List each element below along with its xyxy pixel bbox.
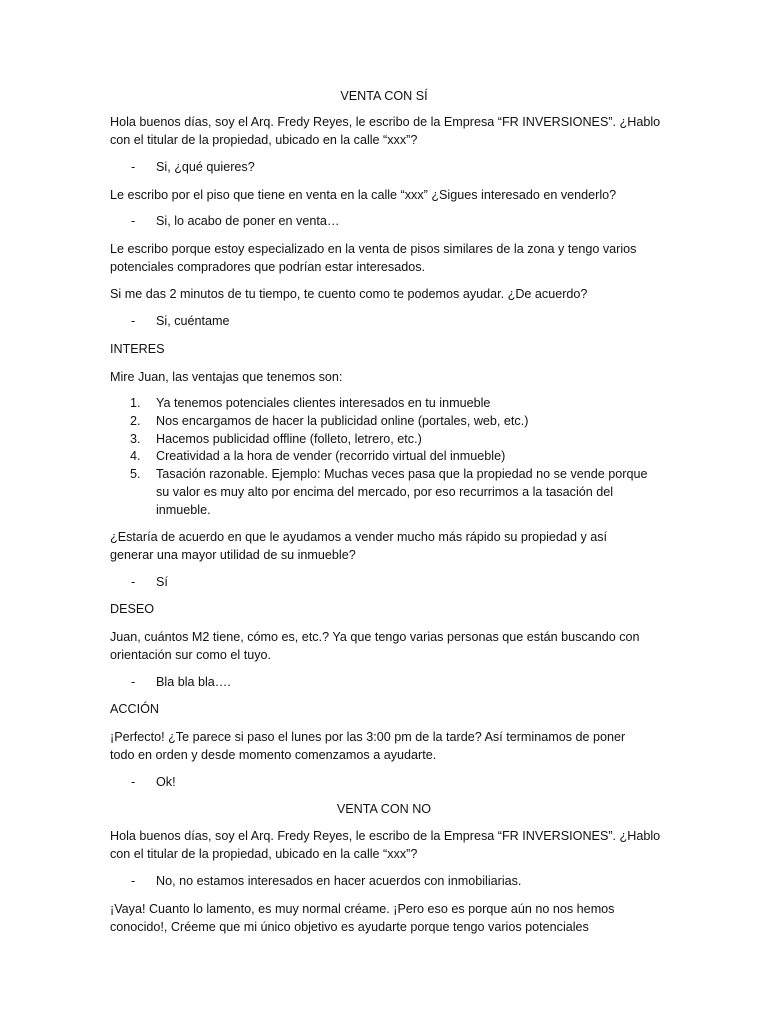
dash-marker: - bbox=[131, 575, 136, 589]
reply-2: Si, lo acabo de poner en venta… bbox=[156, 214, 340, 228]
dash-marker: - bbox=[131, 775, 136, 789]
heading-deseo: DESEO bbox=[110, 602, 155, 616]
list-item: Creatividad a la hora de vender (recorrido virtual del inmueble) bbox=[156, 449, 506, 463]
list-number: 3. bbox=[130, 432, 141, 446]
paragraph-m2-line-2: orientación sur como el tuyo. bbox=[110, 648, 272, 662]
greeting-line-2: con el titular de la propiedad, ubicado en la calle “xxx”? bbox=[110, 133, 418, 147]
greeting-line-1: Hola buenos días, soy el Arq. Fredy Reyes, le escribo de la Empresa “FR INVERSIONES”. ¿Hablo bbox=[110, 115, 661, 129]
list-number: 5. bbox=[130, 467, 141, 481]
list-item: Nos encargamos de hacer la publicidad online (portales, web, etc.) bbox=[156, 414, 529, 428]
paragraph-perfecto-line-2: todo en orden y desde momento comenzamos a ayudarte. bbox=[110, 748, 437, 762]
paragraph-especializado-line-2: potenciales compradores que podrían estar interesados. bbox=[110, 260, 426, 274]
reply-3: Si, cuéntame bbox=[156, 314, 230, 328]
paragraph-acuerdo-line-1: ¿Estaría de acuerdo en que le ayudamos a vender mucho más rápido su propiedad y así bbox=[110, 530, 608, 544]
title-venta-con-no: VENTA CON NO bbox=[336, 802, 432, 816]
list-number: 1. bbox=[130, 396, 141, 410]
paragraph-vaya-line-2: conocido!, Créeme que mi único objetivo es ayudarte porque tengo varios potenciales bbox=[110, 920, 589, 934]
paragraph-vaya-line-1: ¡Vaya! Cuanto lo lamento, es muy normal créame. ¡Pero eso es porque aún no nos hemos bbox=[110, 902, 615, 916]
paragraph-acuerdo-line-2: generar una mayor utilidad de su inmueble? bbox=[110, 548, 356, 562]
list-number: 2. bbox=[130, 414, 141, 428]
paragraph-especializado-line-1: Le escribo porque estoy especializado en la venta de pisos similares de la zona y tengo varios bbox=[110, 242, 637, 256]
dash-marker: - bbox=[131, 214, 136, 228]
reply-1: Si, ¿qué quieres? bbox=[156, 160, 255, 174]
dash-marker: - bbox=[131, 160, 136, 174]
paragraph-minutos: Si me das 2 minutos de tu tiempo, te cuento como te podemos ayudar. ¿De acuerdo? bbox=[110, 287, 588, 301]
list-item: Hacemos publicidad offline (folleto, letrero, etc.) bbox=[156, 432, 422, 446]
heading-interes: INTERES bbox=[110, 342, 165, 356]
paragraph-m2-line-1: Juan, cuántos M2 tiene, cómo es, etc.? Ya que tengo varias personas que están buscando con bbox=[110, 630, 640, 644]
paragraph-ventajas: Mire Juan, las ventajas que tenemos son: bbox=[110, 370, 343, 384]
dash-marker: - bbox=[131, 874, 136, 888]
list-item: Ya tenemos potenciales clientes interesados en tu inmueble bbox=[156, 396, 491, 410]
reply-5: Bla bla bla…. bbox=[156, 675, 231, 689]
paragraph-piso: Le escribo por el piso que tiene en venta en la calle “xxx” ¿Sigues interesado en venderlo? bbox=[110, 188, 617, 202]
reply-6: Ok! bbox=[156, 775, 176, 789]
paragraph-perfecto-line-1: ¡Perfecto! ¿Te parece si paso el lunes por las 3:00 pm de la tarde? Así terminamos de poner bbox=[110, 730, 626, 744]
greeting-no-line-2: con el titular de la propiedad, ubicado en la calle “xxx”? bbox=[110, 847, 418, 861]
list-number: 4. bbox=[130, 449, 141, 463]
list-item-continuation: inmueble. bbox=[156, 503, 211, 517]
reply-7: No, no estamos interesados en hacer acuerdos con inmobiliarias. bbox=[156, 874, 522, 888]
heading-accion: ACCIÓN bbox=[110, 702, 159, 716]
title-venta-con-si: VENTA CON SÍ bbox=[340, 89, 428, 103]
greeting-no-line-1: Hola buenos días, soy el Arq. Fredy Reyes, le escribo de la Empresa “FR INVERSIONES”. ¿Hablo bbox=[110, 829, 661, 843]
dash-marker: - bbox=[131, 675, 136, 689]
list-item-continuation: su valor es muy alto por encima del mercado, por eso recurrimos a la tasación del bbox=[156, 485, 614, 499]
reply-4: Sí bbox=[156, 575, 168, 589]
list-item: Tasación razonable. Ejemplo: Muchas veces pasa que la propiedad no se vende porque bbox=[156, 467, 648, 481]
dash-marker: - bbox=[131, 314, 136, 328]
